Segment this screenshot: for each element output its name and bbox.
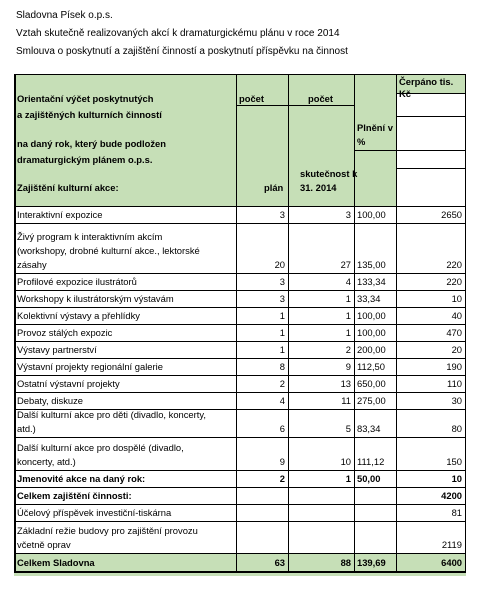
row-10-percent: 83,34 (357, 423, 381, 434)
row-line-12 (14, 470, 466, 471)
row-6-spent: 20 (451, 344, 462, 355)
row-8-percent: 650,00 (357, 378, 386, 389)
row-0-plan: 3 (279, 209, 285, 220)
row-6-percent: 200,00 (357, 344, 386, 355)
row-4-percent: 100,00 (357, 310, 386, 321)
row-line-16 (14, 553, 466, 554)
row-line-3 (14, 290, 466, 291)
row-line-6 (14, 341, 466, 342)
row-10-actual: 5 (345, 423, 351, 434)
row-1-label-2: (workshopy, drobné kulturní akce., lektorské (17, 245, 200, 256)
row-5-percent: 100,00 (357, 327, 386, 338)
header-count-plan: počet (239, 93, 265, 104)
row-4-spent: 40 (451, 310, 462, 321)
row-12-plan: 2 (279, 473, 285, 484)
row-2-plan: 3 (279, 276, 285, 287)
row-14-spent: 81 (451, 507, 462, 518)
row-line-8 (14, 375, 466, 376)
row-0-label-1: Interaktivní expozice (17, 209, 103, 220)
header-desc-1: Orientační výčet poskytnutých (17, 93, 154, 104)
row-1-plan: 20 (274, 259, 285, 270)
row-1-percent: 135,00 (357, 259, 386, 270)
row-7-spent: 190 (446, 361, 462, 372)
row-line-11 (14, 437, 466, 438)
row-6-plan: 1 (279, 344, 285, 355)
row-6-actual: 2 (345, 344, 351, 355)
header-actual-1: skutečnost k (300, 168, 358, 179)
col-line-3 (354, 74, 355, 571)
row-16-label-1: Celkem Sladovna (17, 557, 95, 568)
row-15-label-2: včetně oprav (17, 539, 71, 550)
row-9-actual: 11 (341, 395, 351, 406)
summary-table (14, 74, 466, 576)
row-16-plan: 63 (274, 557, 285, 568)
header-desc-3: na daný rok, který bude podložen (17, 138, 166, 149)
row-0-spent: 2650 (441, 209, 462, 220)
border-right (465, 74, 466, 571)
row-2-spent: 220 (446, 276, 462, 287)
row-line-15 (14, 521, 466, 522)
row-4-actual: 1 (345, 310, 351, 321)
row-11-label-2: koncerty, atd.) (17, 456, 76, 467)
row-4-label-1: Kolektivní výstavy a přehlídky (17, 310, 140, 321)
row-7-actual: 9 (345, 361, 351, 372)
row-3-spent: 10 (451, 293, 462, 304)
row-3-label-1: Workshopy k ilustrátorským výstavám (17, 293, 174, 304)
row-line-13 (14, 487, 466, 488)
row-12-label-1: Jmenovité akce na daný rok: (17, 473, 146, 484)
row-15-spent: 2119 (441, 539, 462, 550)
row-16-percent: 139,69 (357, 557, 386, 568)
row-1-label-3: zásahy (17, 259, 47, 270)
row-5-label-1: Provoz stálých expozic (17, 327, 113, 338)
row-line-7 (14, 358, 466, 359)
document-subtitle: Smlouva o poskytnutí a zajištění činností a poskytnutí příspěvku na činnost (16, 46, 348, 57)
row-line-14 (14, 504, 466, 505)
row-3-actual: 1 (345, 293, 351, 304)
row-6-label-1: Výstavy partnerství (17, 344, 97, 355)
row-11-plan: 9 (279, 456, 285, 467)
row-2-actual: 4 (345, 276, 351, 287)
row-11-actual: 10 (340, 456, 351, 467)
row-10-label-2: atd.) (17, 423, 36, 434)
org-name: Sladovna Písek o.p.s. (16, 10, 113, 21)
mid-hline (354, 150, 466, 151)
row-9-label-1: Debaty, diskuze (17, 395, 84, 406)
row-12-percent: 50,00 (357, 473, 381, 484)
row-9-percent: 275,00 (357, 395, 386, 406)
row-1-label-1: Živý program k interaktivním akcím (17, 231, 163, 242)
row-8-plan: 2 (279, 378, 285, 389)
row-10-spent: 80 (451, 423, 462, 434)
row-8-label-1: Ostatní výstavní projekty (17, 378, 120, 389)
row-16-actual: 88 (340, 557, 351, 568)
spent-hline-2 (396, 116, 466, 117)
row-9-spent: 30 (451, 395, 462, 406)
header-fulfil-1: Plnění v (357, 122, 393, 133)
row-1-spent: 220 (446, 259, 462, 270)
row-3-plan: 3 (279, 293, 285, 304)
row-7-plan: 8 (279, 361, 285, 372)
header-desc-2: a zajištěných kulturních činností (17, 109, 162, 120)
row-0-percent: 100,00 (357, 209, 386, 220)
row-8-spent: 110 (447, 378, 462, 389)
header-plan: plán (264, 182, 284, 193)
header-bottom-line (14, 206, 466, 207)
row-8-actual: 13 (340, 378, 351, 389)
row-5-plan: 1 (279, 327, 285, 338)
row-7-label-1: Výstavní projekty regionální galerie (17, 361, 163, 372)
row-7-percent: 112,50 (357, 361, 385, 372)
row-13-spent: 4200 (441, 490, 462, 501)
document-title: Vztah skutečně realizovaných akcí k dramaturgickému plánu v roce 2014 (16, 28, 340, 39)
spent-hline-3 (396, 168, 466, 169)
border-bottom (14, 571, 466, 573)
header-spent-2: Kč (399, 88, 411, 99)
row-4-plan: 1 (279, 310, 285, 321)
row-2-percent: 133,34 (357, 276, 386, 287)
row-line-1 (14, 223, 466, 224)
row-line-4 (14, 307, 466, 308)
row-line-5 (14, 324, 466, 325)
row-5-actual: 1 (345, 327, 351, 338)
row-3-percent: 33,34 (357, 293, 381, 304)
row-11-percent: 111,12 (357, 456, 385, 467)
header-desc-5: Zajištění kulturní akce: (17, 182, 119, 193)
header-fulfil-2: % (357, 136, 366, 147)
row-15-label-1: Základní režie budovy pro zajištění provozu (17, 525, 198, 536)
row-11-label-1: Další kulturní akce pro dospělé (divadlo, (17, 442, 184, 453)
row-10-plan: 6 (279, 423, 285, 434)
row-13-label-1: Celkem zajištění činnosti: (17, 490, 132, 501)
row-line-2 (14, 273, 466, 274)
header-desc-4: dramaturgickým plánem o.p.s. (17, 154, 153, 165)
row-12-actual: 1 (345, 473, 351, 484)
row-line-9 (14, 392, 466, 393)
row-14-label-1: Účelový příspěvek investiční-tiskárna (17, 507, 172, 518)
border-left (14, 74, 16, 571)
row-1-actual: 27 (340, 259, 351, 270)
header-actual-2: 31. 2014 (300, 182, 337, 193)
header-spent-1: Čerpáno tis. (399, 76, 454, 87)
row-11-spent: 150 (446, 456, 462, 467)
row-2-label-1: Profilové expozice ilustrátorů (17, 276, 137, 287)
header-count-actual: počet (308, 93, 334, 104)
row-12-spent: 10 (451, 473, 462, 484)
row-5-spent: 470 (446, 327, 462, 338)
row-10-label-1: Další kulturní akce pro děti (divadlo, koncerty, (17, 409, 206, 420)
row-9-plan: 4 (279, 395, 285, 406)
row-16-spent: 6400 (441, 557, 462, 568)
row-0-actual: 3 (345, 209, 351, 220)
